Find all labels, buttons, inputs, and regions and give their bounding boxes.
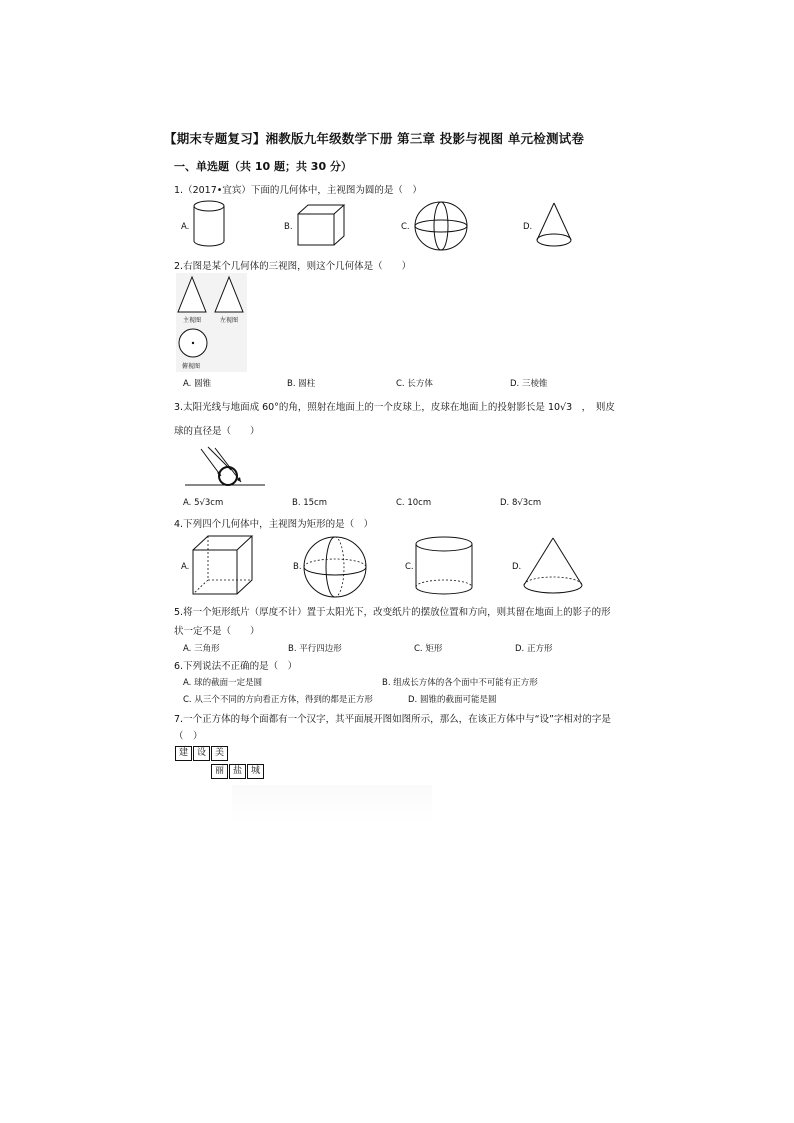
q1-option-b[interactable]: B. [284, 222, 293, 232]
page-title: 【期末专题复习】湘教版九年级数学下册 第三章 投影与视图 单元检测试卷 [164, 131, 585, 146]
q6-option-d[interactable]: D. 圆锥的截面可能是圆 [408, 695, 497, 705]
q5-option-a[interactable]: A. 三角形 [183, 644, 220, 654]
q3-option-b[interactable]: B. 15cm [292, 498, 328, 508]
cylinder-icon [192, 200, 228, 248]
q4-option-d[interactable]: D. [512, 562, 522, 572]
q6-option-c[interactable]: C. 从三个不同的方向看正方体，得到的都是正方形 [183, 695, 373, 705]
q2-option-a[interactable]: A. 圆锥 [183, 379, 212, 389]
q2-option-c[interactable]: C. 长方体 [396, 379, 433, 389]
q3-option-d[interactable]: D. 8√3cm [500, 498, 542, 508]
question-5-stem: 5.将一个矩形纸片（厚度不计）置于太阳光下，改变纸片的摆放位置和方向，则其留在地面上的影子的形 [174, 607, 611, 618]
cone-icon [522, 537, 584, 595]
q1-option-d[interactable]: D. [523, 222, 533, 232]
question-7-stem: 7.一个正方体的每个面都有一个汉字，其平面展开图如图所示，那么，在该正方体中与“设”字相对的字是 [174, 714, 611, 725]
cylinder-icon [414, 536, 474, 596]
net-cell: 盐 [229, 764, 246, 779]
q3-option-a[interactable]: A. 5√3cm [183, 498, 224, 508]
sphere-icon [413, 201, 469, 251]
q2-option-d[interactable]: D. 三棱锥 [510, 379, 548, 389]
view-label-left: 左视图 [220, 317, 239, 324]
question-4-stem: 4.下列四个几何体中，主视图为矩形的是（ ） [174, 519, 374, 530]
q1-option-a[interactable]: A. [181, 222, 190, 232]
q5-option-c[interactable]: C. 矩形 [414, 644, 443, 654]
q6-option-a[interactable]: A. 球的截面一定是圆 [183, 678, 263, 688]
question-6-stem: 6.下列说法不正确的是（ ） [174, 661, 298, 672]
section-heading: 一、单选题（共 10 题；共 30 分） [174, 160, 352, 173]
q2-option-b[interactable]: B. 圆柱 [287, 379, 316, 389]
net-cell: 设 [193, 746, 210, 761]
net-cell: 丽 [211, 764, 228, 779]
q4-option-a[interactable]: A. [181, 562, 190, 572]
q6-option-b[interactable]: B. 组成长方体的各个面中不可能有正方形 [382, 678, 538, 688]
cube-icon [297, 204, 347, 246]
view-label-top: 俯视图 [182, 363, 201, 370]
q4-option-c[interactable]: C. [405, 562, 414, 572]
q5-option-d[interactable]: D. 正方形 [515, 644, 553, 654]
cube-icon [192, 535, 254, 595]
question-2-stem: 2.右图是某个几何体的三视图，则这个几何体是（ ） [174, 261, 412, 272]
sphere-icon [302, 536, 368, 598]
question-7-stem-cont: （ ） [174, 731, 203, 742]
question-1-stem: 1.（2017•宜宾）下面的几何体中，主视图为圆的是（ ） [174, 185, 422, 196]
view-label-front: 主视图 [183, 317, 202, 324]
net-cell: 美 [211, 746, 228, 761]
q5-option-b[interactable]: B. 平行四边形 [288, 644, 342, 654]
net-cell: 建 [175, 746, 192, 761]
question-5-stem-cont: 状一定不是（ ） [174, 626, 260, 637]
scan-shadow [232, 785, 432, 825]
q3-option-c[interactable]: C. 10cm [396, 498, 432, 508]
cone-icon [535, 202, 573, 248]
net-cell: 城 [247, 764, 264, 779]
question-3-stem: 3.太阳光线与地面成 60°的角，照射在地面上的一个皮球上，皮球在地面上的投射影长是 10√3 ， 则皮 [174, 402, 615, 413]
q4-option-b[interactable]: B. [293, 562, 302, 572]
sun-ball-figure [183, 446, 267, 488]
q1-option-c[interactable]: C. [401, 222, 410, 232]
question-3-stem-cont: 球的直径是（ ） [174, 426, 260, 437]
